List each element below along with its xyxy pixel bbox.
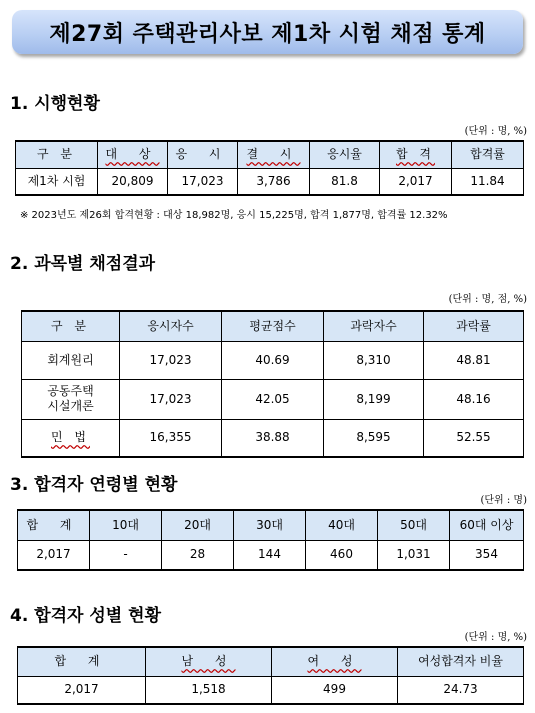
section2-heading: 2. 과목별 채점결과 <box>10 254 156 274</box>
cell-total: 2,017 <box>18 540 90 570</box>
section2-unit: (단위 : 명, 점, %) <box>448 294 527 305</box>
cell-total: 2,017 <box>18 676 146 704</box>
header-applicants: 응시자수 <box>120 311 222 341</box>
header-female-ratio: 여성합격자 비율 <box>398 647 524 676</box>
cell-apply-rate: 81.8 <box>310 168 380 195</box>
cell-fail-rate: 48.16 <box>424 379 524 419</box>
cell-50s: 1,031 <box>378 540 450 570</box>
header-30s: 30대 <box>234 510 306 540</box>
header-60s-plus: 60대 이상 <box>450 510 524 540</box>
cell-fail-rate: 52.55 <box>424 419 524 457</box>
table-row <box>18 540 524 570</box>
section1-heading: 1. 시행현황 <box>10 94 100 114</box>
cell-pass-rate: 11.84 <box>452 168 524 195</box>
cell-applicants: 17,023 <box>120 379 222 419</box>
header-apply-rate: 응시율 <box>310 141 380 168</box>
header-applied: 응 시 <box>168 141 238 168</box>
header-avg-score: 평균점수 <box>222 311 324 341</box>
section1-unit: (단위 : 명, %) <box>464 126 527 137</box>
page-title: 제27회 주택관리사보 제1차 시험 채점 통계 <box>12 10 523 54</box>
subject-results-table <box>21 310 524 458</box>
cell-avg-score: 40.69 <box>222 341 324 379</box>
header-10s: 10대 <box>90 510 162 540</box>
header-passed: 합 격 <box>380 141 452 168</box>
header-target: 대 상 <box>98 141 168 168</box>
table-row <box>22 419 524 457</box>
table-row <box>22 379 524 419</box>
cell-female-ratio: 24.73 <box>398 676 524 704</box>
header-absent: 결 시 <box>238 141 310 168</box>
header-40s: 40대 <box>306 510 378 540</box>
table-row <box>18 676 524 704</box>
header-male: 남 성 <box>146 647 272 676</box>
table-row <box>16 168 524 195</box>
cell-fail-rate: 48.81 <box>424 341 524 379</box>
section4-heading: 4. 합격자 성별 현황 <box>10 606 161 626</box>
cell-fail-count: 8,595 <box>324 419 424 457</box>
cell-30s: 144 <box>234 540 306 570</box>
cell-absent: 3,786 <box>238 168 310 195</box>
section4-unit: (단위 : 명, %) <box>464 632 527 643</box>
section3-unit: (단위 : 명) <box>480 495 527 506</box>
cell-fail-count: 8,199 <box>324 379 424 419</box>
cell-fail-count: 8,310 <box>324 341 424 379</box>
cell-applicants: 17,023 <box>120 341 222 379</box>
previous-year-note: ※ 2023년도 제26회 합격현황 : 대상 18,982명, 응시 15,225명, 합격 1,877명, 합격률 12.32% <box>20 210 448 221</box>
header-fail-count: 과락자수 <box>324 311 424 341</box>
cell-applied: 17,023 <box>168 168 238 195</box>
cell-passed: 2,017 <box>380 168 452 195</box>
header-category: 구 분 <box>22 311 120 341</box>
exam-status-table <box>15 140 524 196</box>
cell-subject: 민 법 <box>22 419 120 457</box>
header-pass-rate: 합격률 <box>452 141 524 168</box>
table-row <box>22 341 524 379</box>
cell-target: 20,809 <box>98 168 168 195</box>
gender-table <box>17 646 524 705</box>
header-total: 합 계 <box>18 510 90 540</box>
cell-male: 1,518 <box>146 676 272 704</box>
section3-heading: 3. 합격자 연령별 현황 <box>10 475 178 495</box>
header-total: 합 계 <box>18 647 146 676</box>
cell-40s: 460 <box>306 540 378 570</box>
cell-60s-plus: 354 <box>450 540 524 570</box>
cell-exam: 제1차 시험 <box>16 168 98 195</box>
cell-avg-score: 42.05 <box>222 379 324 419</box>
header-20s: 20대 <box>162 510 234 540</box>
age-group-table <box>17 509 524 571</box>
cell-avg-score: 38.88 <box>222 419 324 457</box>
cell-20s: 28 <box>162 540 234 570</box>
cell-subject: 공동주택 시설개론 <box>22 379 120 419</box>
cell-female: 499 <box>272 676 398 704</box>
header-category: 구 분 <box>16 141 98 168</box>
header-50s: 50대 <box>378 510 450 540</box>
header-female: 여 성 <box>272 647 398 676</box>
cell-subject: 회계원리 <box>22 341 120 379</box>
cell-10s: - <box>90 540 162 570</box>
header-fail-rate: 과락률 <box>424 311 524 341</box>
cell-applicants: 16,355 <box>120 419 222 457</box>
